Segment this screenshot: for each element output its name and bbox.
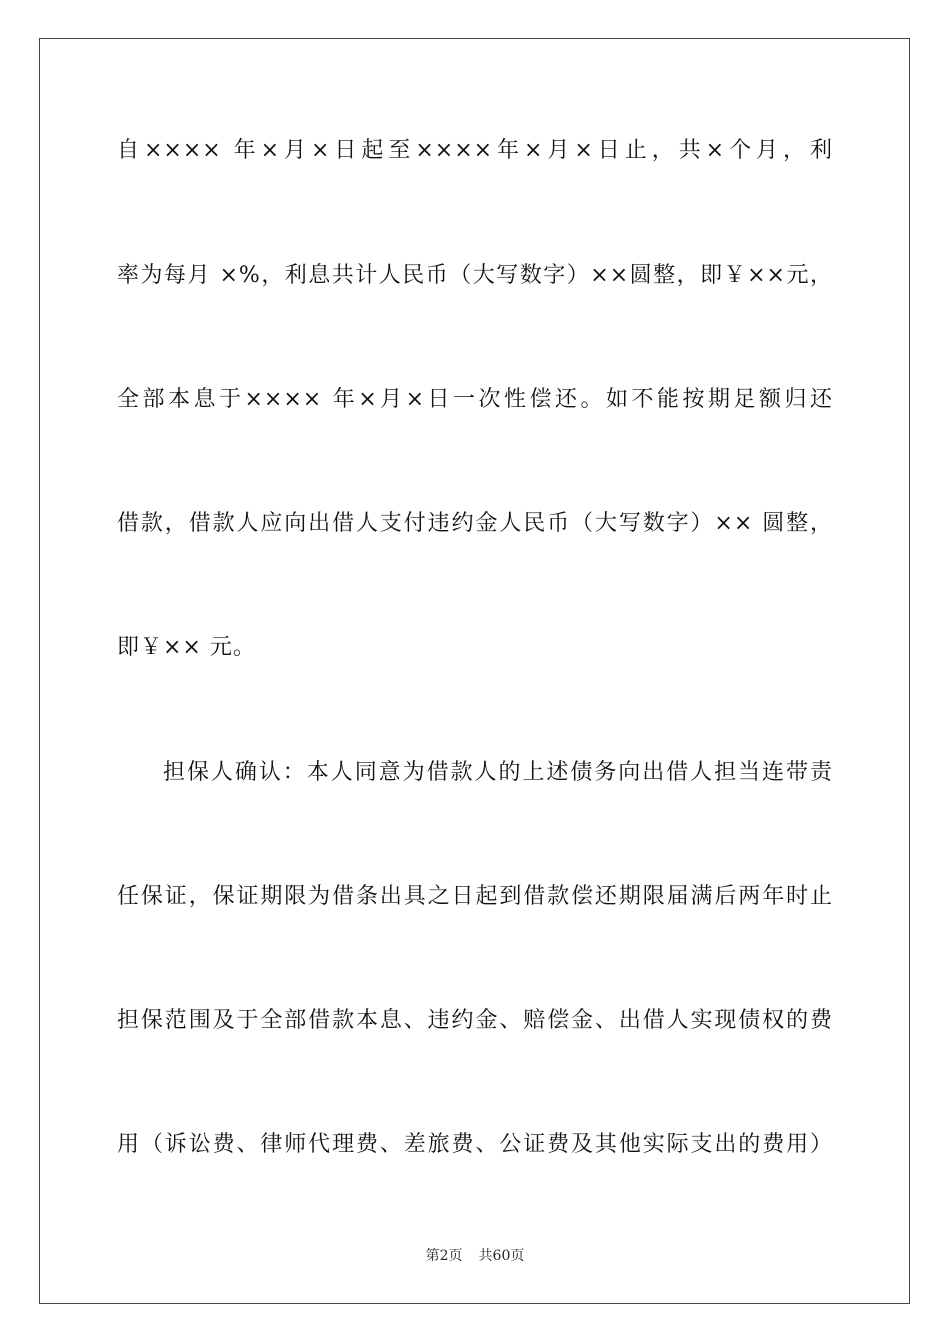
body-text-line: 用（诉讼费、律师代理费、差旅费、公证费及其他实际支出的费用） xyxy=(117,1132,833,1157)
page-footer xyxy=(0,1247,950,1265)
body-text-line: 任保证，保证期限为借条出具之日起到借款偿还期限届满后两年时止 xyxy=(117,884,833,909)
body-text-line: 借款，借款人应向出借人支付违约金人民币（大写数字）×× 圆整， xyxy=(117,511,833,536)
paragraph-first-line: 担保人确认：本人同意为借款人的上述债务向出借人担当连带责 xyxy=(163,760,833,785)
page-border xyxy=(39,38,910,1304)
body-text-line: 即￥×× 元。 xyxy=(117,635,256,660)
body-text-line: 率为每月 ×%，利息共计人民币（大写数字）××圆整，即￥××元， xyxy=(117,263,833,288)
body-text-line: 自×××× 年×月×日起至××××年×月×日止，共×个月，利 xyxy=(117,138,833,163)
page-number: 第2页 xyxy=(425,1248,463,1264)
page-total: 共60页 xyxy=(478,1248,525,1264)
body-text-line: 担保范围及于全部借款本息、违约金、赔偿金、出借人实现债权的费 xyxy=(117,1008,833,1033)
body-text-line: 全部本息于×××× 年×月×日一次性偿还。如不能按期足额归还 xyxy=(117,387,833,412)
